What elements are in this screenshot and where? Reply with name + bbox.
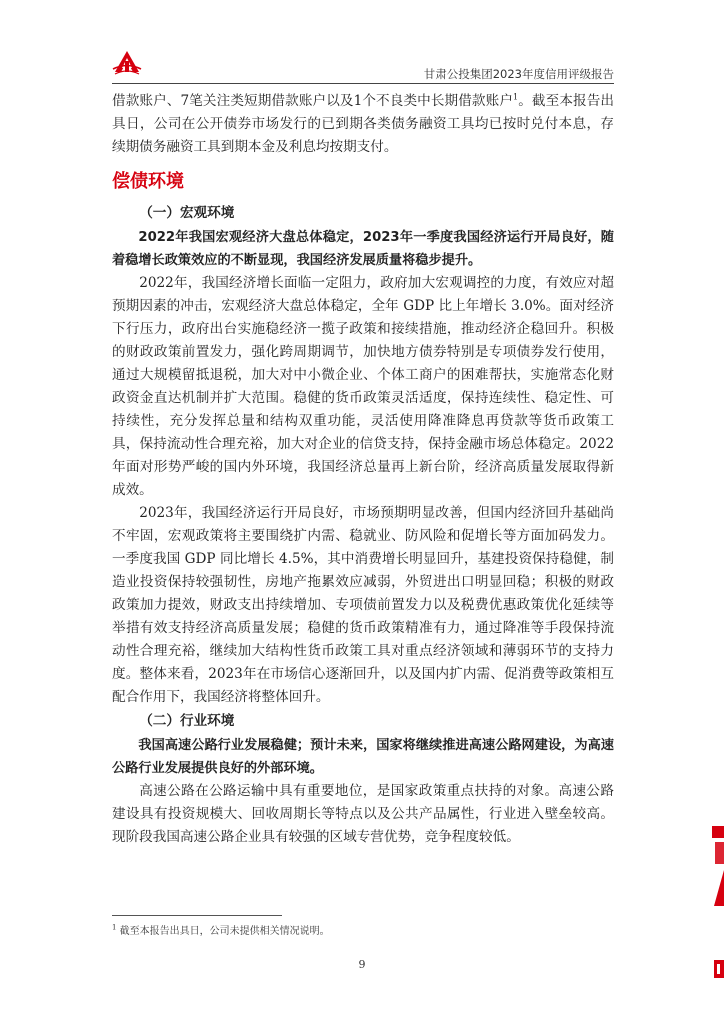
footnote-marker: 1 [112, 923, 117, 932]
intro-paragraph [112, 90, 614, 159]
company-logo-icon [112, 50, 142, 76]
edge-seal-mark-icon [712, 826, 724, 906]
footnote-ref: 1 [513, 92, 519, 102]
industry-lead-paragraph: 我国高速公路行业发展稳健；预计未来，国家将继续推进高速公路网建设，为高速公路行业发展提供良好的外部环境。 [112, 738, 614, 776]
macro-lead-paragraph: 2022年我国宏观经济大盘总体稳定，2023年一季度我国经济运行开局良好，随着稳增长政策效应的不断显现，我国经济发展质量将稳步提升。 [112, 230, 614, 268]
footnote-divider [112, 915, 282, 916]
footnote-text: 截至本报告出具日，公司未提供相关情况说明。 [119, 926, 330, 937]
running-header-title: 甘肃公投集团2023年度信用评级报告 [423, 67, 614, 81]
header-divider [112, 83, 614, 84]
main-content [112, 90, 614, 849]
section-title: 偿债环境 [112, 171, 184, 192]
edge-seal-mark-lower-icon [712, 960, 724, 978]
intro-paragraph-end: 。截至本报告出具日，公司在公开债券市场发行的已到期各类债务融资工具均已按时兑付本息，存续期债务融资工具到期本金及利息均按期支付。 [112, 93, 615, 155]
subsection-industry-title: （二）行业环境 [139, 713, 235, 729]
intro-paragraph-text: 借款账户、7笔关注类短期借款账户以及1个不良类中长期借款账户 [112, 93, 514, 109]
subsection-macro-title: （一）宏观环境 [139, 205, 235, 221]
macro-paragraph-2022: 2022年，我国经济增长面临一定阻力，政府加大宏观调控的力度，有效应对超预期因素的冲击，宏观经济大盘总体稳定，全年 GDP 比上年增长 3.0%。面对经济下行压力，政府出台实施稳经济一揽子政策和接续措施，推动经济企稳回升。积极的财政政策前置发力，强化跨周期调节，加快地方债券特别是专项债券发行使用，通过大规模留抵退税，加大对中小微企业、个体工商户的困难帮扶，实施常态化财政资金直达机制并扩大范围。稳健的货币政策灵活适度，保持连续性、稳定性、可持续性，充分发挥总量和结构双重功能，灵活使用降准降息再贷款等货币政策工具，保持流动性合理充裕，加大对企业的信贷支持，保持金融市场总体稳定。2022年面对形势严峻的国内外环境，我国经济总量再上新台阶，经济高质量发展取得新成效。 [112, 275, 614, 498]
industry-paragraph: 高速公路在公路运输中具有重要地位，是国家政策重点扶持的对象。高速公路建设具有投资规模大、回收周期长等特点以及公共产品属性，行业进入壁垒较高。现阶段我国高速公路企业具有较强的区域专营优势，竞争程度较低。 [112, 783, 614, 845]
page-number: 9 [358, 958, 366, 971]
macro-paragraph-2023: 2023年，我国经济运行开局良好，市场预期明显改善，但国内经济回升基础尚不牢固，宏观政策将主要围绕扩内需、稳就业、防风险和促增长等方面加码发力。一季度我国 GDP 同比增长 4.5%，其中消费增长明显回升，基建投资保持稳健，制造业投资保持较强韧性，房地产拖累效应减弱，外贸进出口明显回稳；积极的财政政策加力提效，财政支出持续增加、专项债前置发力以及税费优惠政策优化延续等举措有效支持经济高质量发展；稳健的货币政策精准有力，通过降准等手段保持流动性合理充裕，继续加大结构性货币政策工具对重点经济领域和薄弱环节的支持力度。整体来看，2023年在市场信心逐渐回升，以及国内扩内需、促消费等政策相互配合作用下，我国经济将整体回升。 [112, 505, 614, 705]
footnote [112, 922, 330, 937]
